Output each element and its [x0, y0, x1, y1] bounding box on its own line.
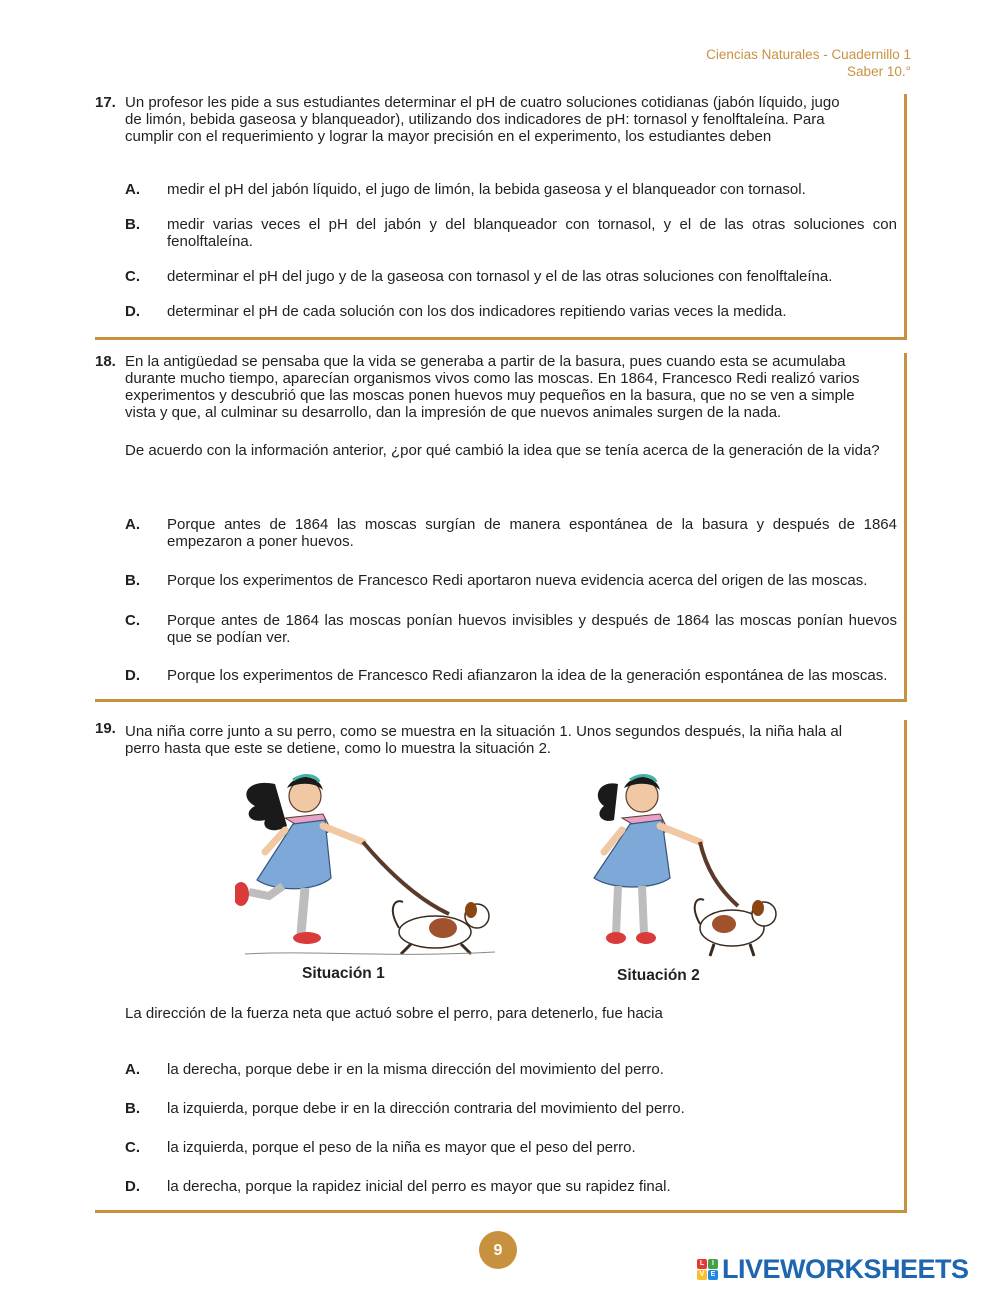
- logo-block: V: [697, 1270, 707, 1280]
- stem-line: vista y que, al culminar su desarrollo, dan la impresión de que nuevos animales surgen de la nada.: [125, 404, 782, 421]
- option-text: la derecha, porque debe ir en la misma dirección del movimiento del perro.: [167, 1061, 664, 1078]
- option-text: determinar el pH del jugo y de la gaseosa con tornasol y el de las otras soluciones con fenolftaleína.: [167, 268, 833, 285]
- option-text: determinar el pH de cada solución con los dos indicadores repitiendo varias veces la medida.: [167, 303, 787, 320]
- option-letter: C.: [125, 612, 140, 629]
- question-stem: [125, 94, 897, 145]
- header-subject: Ciencias Naturales - Cuadernillo 1: [706, 47, 911, 62]
- stem-line: cumplir con el requerimiento y lograr la mayor precisión en el experimento, los estudiantes deben: [125, 128, 772, 145]
- girl-figure: [594, 776, 700, 944]
- question-number: 19.: [95, 720, 116, 737]
- option-text: Porque antes de 1864 las moscas surgían de manera espontánea de la basura y después de 1864 empezaron a poner huevos.: [167, 516, 897, 550]
- leash: [700, 842, 738, 906]
- question-stem: [125, 723, 897, 757]
- option-text: medir el pH del jabón líquido, el jugo de limón, la bebida gaseosa y el blanqueador con tornasol.: [167, 181, 806, 198]
- page-header: [706, 46, 911, 80]
- question-number: 17.: [95, 94, 116, 111]
- option-letter: A.: [125, 181, 140, 198]
- option-text: Porque antes de 1864 las moscas ponían huevos invisibles y después de 1864 las moscas ponían huevos que se podían ver.: [167, 612, 897, 646]
- option-letter: B.: [125, 572, 140, 589]
- dog-figure: [695, 899, 776, 956]
- leash: [363, 842, 449, 914]
- header-grade: Saber 10.°: [847, 64, 911, 79]
- question-stem: [125, 353, 897, 421]
- question-17: [95, 94, 907, 340]
- option-text: Porque los experimentos de Francesco Redi aportaron nueva evidencia acerca del origen de las moscas.: [167, 572, 868, 589]
- option-letter: B.: [125, 216, 140, 233]
- question-prompt: De acuerdo con la información anterior, ¿por qué cambió la idea que se tenía acerca de la generación de la vida?: [125, 442, 880, 459]
- option-letter: B.: [125, 1100, 140, 1117]
- question-19: [95, 720, 907, 1213]
- option-letter: C.: [125, 268, 140, 285]
- option-letter: D.: [125, 1178, 140, 1195]
- ground: [245, 952, 495, 954]
- option-letter: D.: [125, 303, 140, 320]
- page-number: 9: [479, 1231, 517, 1269]
- stem-line: de limón, bebida gaseosa y blanqueador), utilizando dos indicadores de pH: tornasol y fenolftaleína. Para: [125, 111, 825, 128]
- logo-text: LIVEWORKSHEETS: [722, 1253, 969, 1284]
- option-text: la izquierda, porque el peso de la niña es mayor que el peso del perro.: [167, 1139, 636, 1156]
- logo-block: L: [697, 1259, 707, 1269]
- stem-line: En la antigüedad se pensaba que la vida se generaba a partir de la basura, pues cuando esta se acumulaba: [125, 353, 846, 370]
- option-text: la izquierda, porque debe ir en la dirección contraria del movimiento del perro.: [167, 1100, 685, 1117]
- stem-line: Una niña corre junto a su perro, como se muestra en la situación 1. Unos segundos después, la niña hala al: [125, 723, 843, 740]
- girl-figure: [235, 776, 363, 944]
- situation-2-illustration: [578, 768, 788, 964]
- caption-situation-2: Situación 2: [617, 967, 700, 984]
- question-18: [95, 353, 907, 702]
- logo-blocks: [697, 1259, 718, 1280]
- question-number: 18.: [95, 353, 116, 370]
- option-letter: A.: [125, 1061, 140, 1078]
- option-text: la derecha, porque la rapidez inicial del perro es mayor que su rapidez final.: [167, 1178, 671, 1195]
- logo-block: E: [708, 1270, 718, 1280]
- option-text: Porque los experimentos de Francesco Redi afianzaron la idea de la generación espontánea de las moscas.: [167, 667, 888, 684]
- stem-line: durante mucho tiempo, aparecían organismos vivos como las moscas. En 1864, Francesco Redi realizó varios: [125, 370, 860, 387]
- caption-situation-1: Situación 1: [302, 965, 385, 982]
- stem-line: perro hasta que este se detiene, como lo muestra la situación 2.: [125, 740, 552, 757]
- stem-line: experimentos y descubrió que las moscas ponen huevos muy pequeños en la basura, que no se ven a simple: [125, 387, 855, 404]
- option-letter: D.: [125, 667, 140, 684]
- option-letter: C.: [125, 1139, 140, 1156]
- option-letter: A.: [125, 516, 140, 533]
- question-prompt: La dirección de la fuerza neta que actuó sobre el perro, para detenerlo, fue hacia: [125, 1005, 663, 1022]
- situation-1-illustration: [235, 768, 500, 964]
- liveworksheets-logo: [697, 1254, 969, 1284]
- stem-line: Un profesor les pide a sus estudiantes determinar el pH de cuatro soluciones cotidianas (jabón líquido, jugo: [125, 94, 840, 111]
- logo-block: I: [708, 1259, 718, 1269]
- option-text: medir varias veces el pH del jabón y del blanqueador con tornasol, y el de las otras soluciones con fenolftaleína.: [167, 216, 897, 250]
